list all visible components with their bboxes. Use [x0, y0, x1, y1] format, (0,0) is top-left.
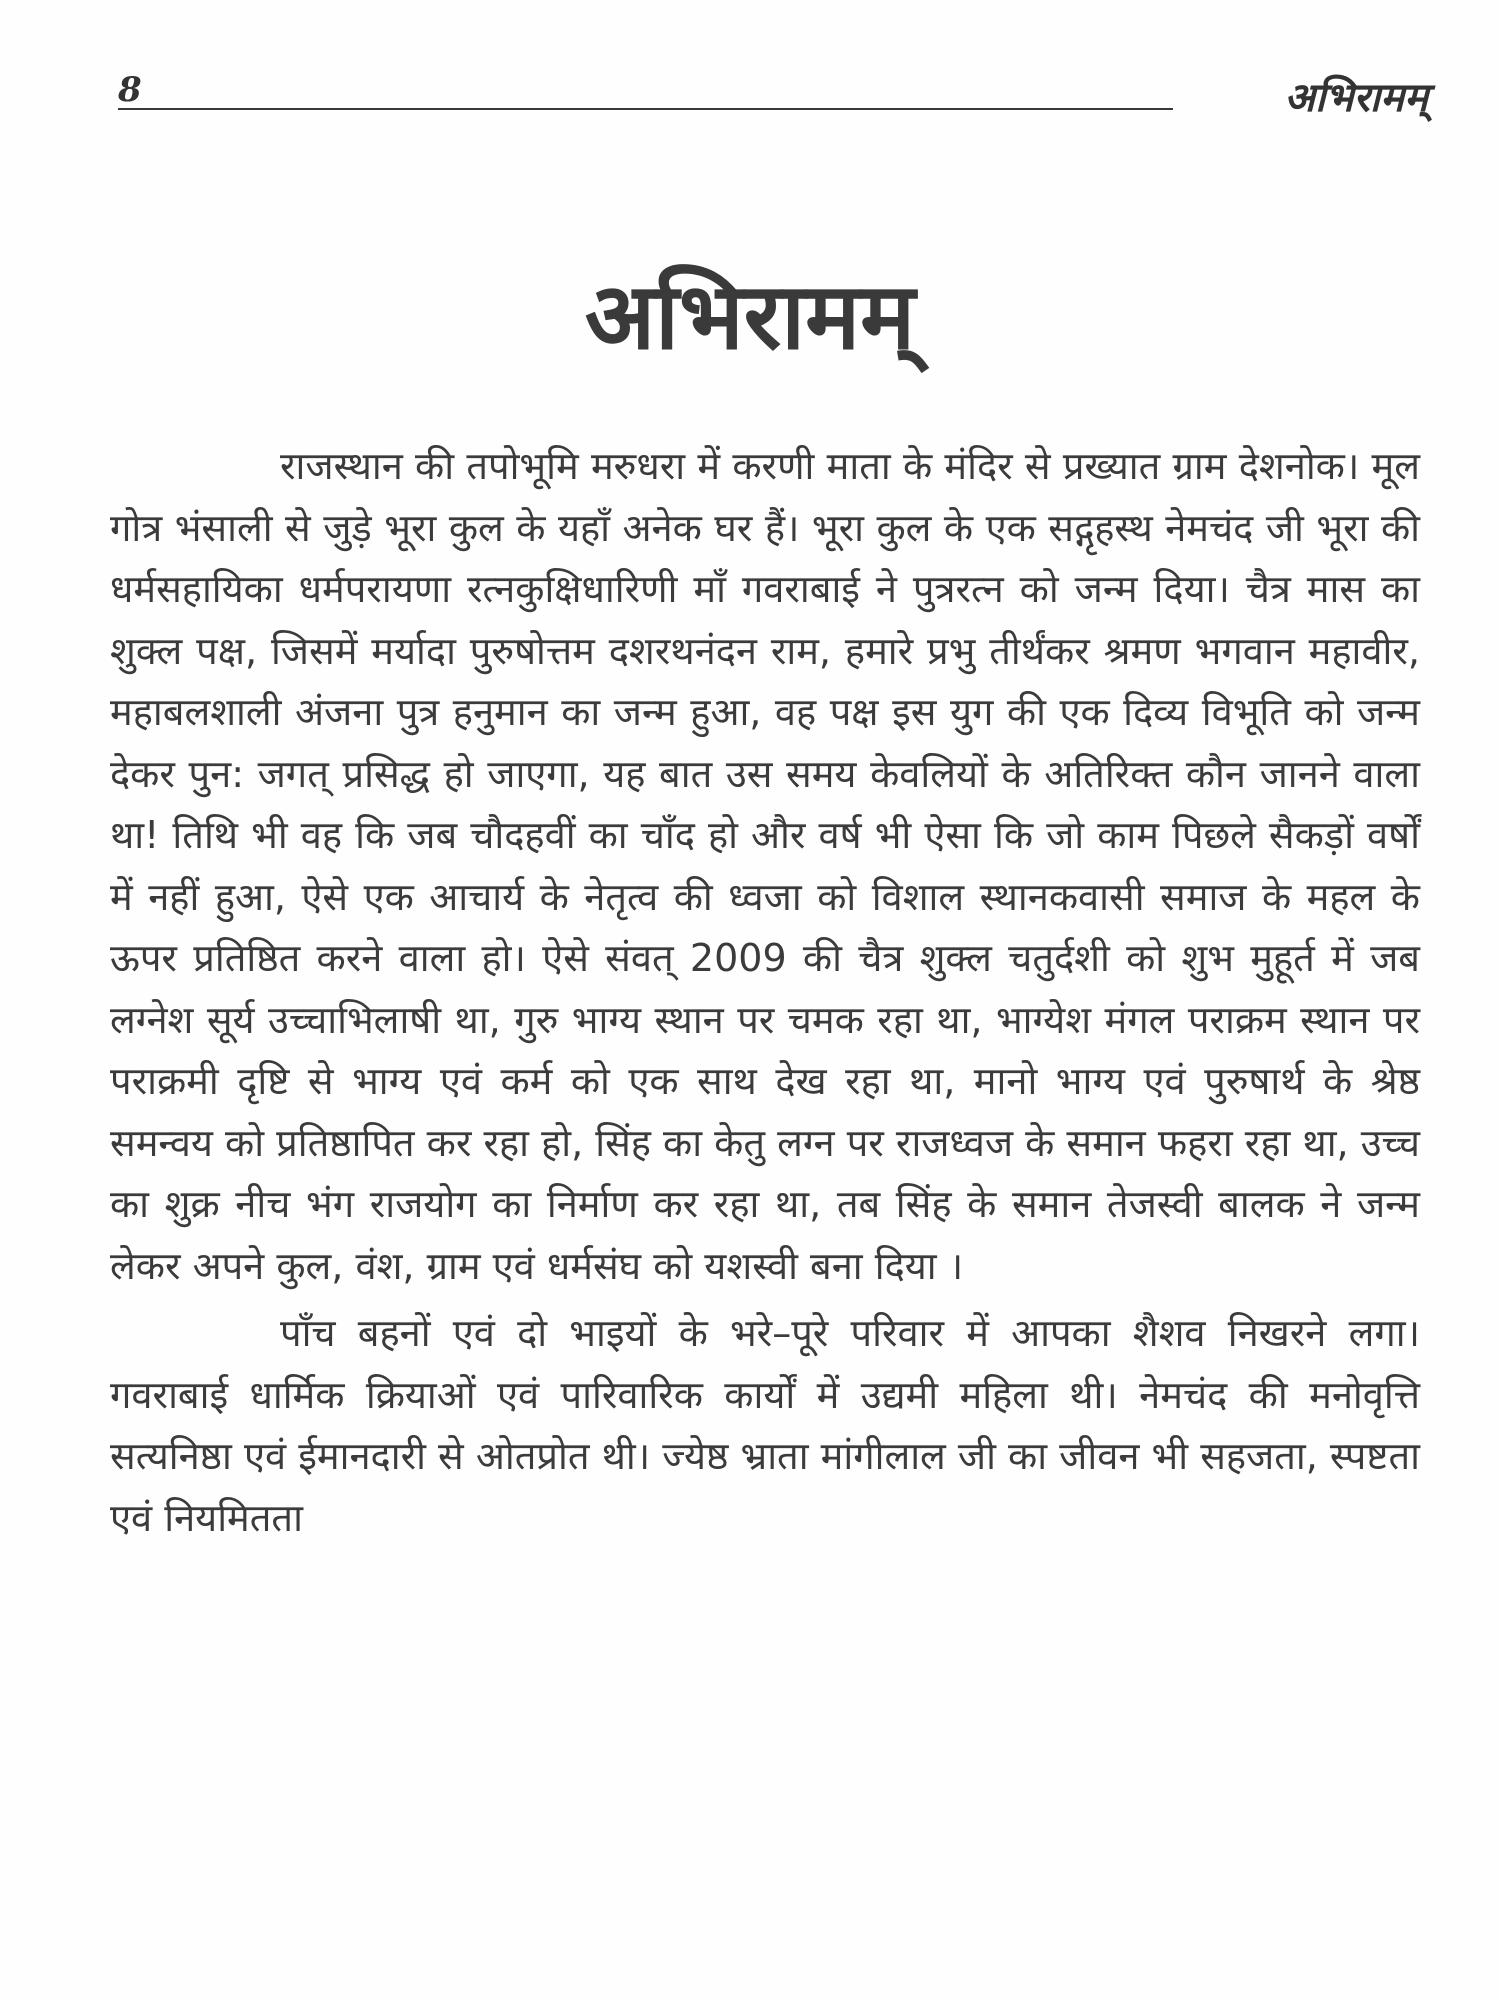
body-text [110, 436, 1420, 1555]
chapter-title: अभिरामम् [584, 263, 916, 370]
running-header [118, 68, 1428, 128]
header-rule [118, 108, 1173, 110]
paragraph-2: पाँच बहनों एवं दो भाइयों के भरे–पूरे परिवार में आपका शैशव निखरने लगा। गवराबाई धार्मिक क्रियाओं एवं पारिवारिक कार्यों में उद्यमी महिला थी। नेमचंद की मनोवृत्ति सत्यनिष्ठा एवं ईमानदारी से ओतप्रोत थी। ज्येष्ठ भ्राता मांगीलाल जी का जीवन भी सहजता, स्पष्टता एवं नियमितता [110, 1311, 1420, 1540]
page-number: 8 [118, 70, 142, 110]
running-title: अभिरामम् [1284, 75, 1428, 121]
paragraph-1: राजस्थान की तपोभूमि मरुधरा में करणी माता के मंदिर से प्रख्यात ग्राम देशनोक। मूल गोत्र भंसाली से जुड़े भूरा कुल के यहाँ अनेक घर हैं। भूरा कुल के एक सद्गृहस्थ नेमचंद जी भूरा की धर्मसहायिका धर्मपरायणा रत्नकुक्षिधारिणी माँ गवराबाई ने पुत्ररत्न को जन्म दिया। चैत्र मास का शुक्ल पक्ष, जिसमें मर्यादा पुरुषोत्तम दशरथनंदन राम, हमारे प्रभु तीर्थंकर श्रमण भगवान महावीर, महाबलशाली अंजना पुत्र हनुमान का जन्म हुआ, वह पक्ष इस युग की एक दिव्य विभूति को जन्म देकर पुन: जगत् प्रसिद्ध हो जाएगा, यह बात उस समय केवलियों के अतिरिक्त कौन जानने वाला था! तिथि भी वह कि जब चौदहवीं का चाँद हो और वर्ष भी ऐसा कि जो काम पिछले सैकड़ों वर्षों में नहीं हुआ, ऐसे एक आचार्य के नेतृत्व की ध्वजा को विशाल स्थानकवासी समाज के महल के ऊपर प्रतिष्ठित करने वाला हो। ऐसे संवत् 2009 की चैत्र शुक्ल चतुर्दशी को शुभ मुहूर्त में जब लग्नेश सूर्य उच्चाभिलाषी था, गुरु भाग्य स्थान पर चमक रहा था, भाग्येश मंगल पराक्रम स्थान पर पराक्रमी दृष्टि से भाग्य एवं कर्म को एक साथ देख रहा था, मानो भाग्य एवं पुरुषार्थ के श्रेष्ठ समन्वय को प्रतिष्ठापित कर रहा हो, सिंह का केतु लग्न पर राजध्वज के समान फहरा रहा था, उच्च का शुक्र नीच भंग राजयोग का निर्माण कर रहा था, तब सिंह के समान तेजस्वी बालक ने जन्म लेकर अपने कुल, वंश, ग्राम एवं धर्मसंघ को यशस्वी बना दिया । [110, 444, 1420, 1288]
